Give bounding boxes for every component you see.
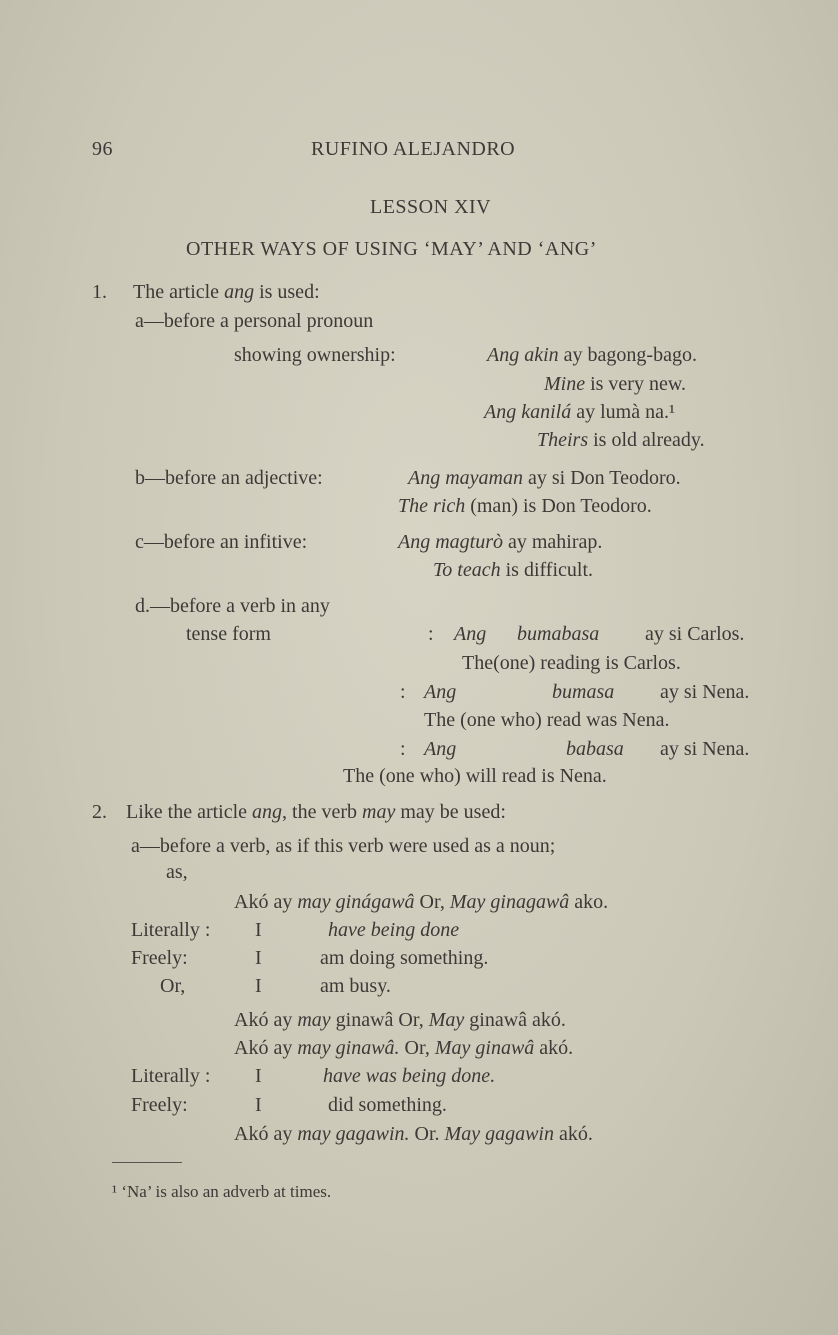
rule-2a-as: as, — [166, 861, 188, 883]
example-ang-akin: Ang akin ay bagong-bago. — [487, 344, 697, 366]
translation-to-teach: To teach is difficult. — [433, 559, 594, 581]
d1-colon: : — [428, 623, 434, 645]
example-1: Akó ay may ginágawâ Or, May ginagawâ ako. — [234, 891, 609, 913]
d3-rest: ay si Nena. — [660, 738, 750, 760]
d1-ang: Ang — [454, 623, 487, 645]
rule-c-label: c—before an infitive: — [135, 531, 308, 553]
running-title: RUFINO ALEJANDRO — [311, 138, 516, 160]
or-pronoun: I — [255, 975, 262, 997]
lesson-title: LESSON XIV — [370, 196, 492, 218]
d3-verb: babasa — [566, 738, 624, 760]
rule-d-label-continued: tense form — [186, 623, 271, 645]
literally-text-2: have was being done. — [323, 1065, 496, 1087]
d1-rest: ay si Carlos. — [645, 623, 745, 645]
translation-mine: Mine is very new. — [544, 373, 686, 395]
literally-label-2: Literally : — [131, 1065, 211, 1087]
footnote-rule — [112, 1162, 182, 1163]
example-4: Akó ay may gagawin. Or. May gagawin akó. — [234, 1123, 593, 1145]
d3-colon: : — [400, 738, 406, 760]
example-3: Akó ay may ginawâ. Or, May ginawâ akó. — [234, 1037, 574, 1059]
d2-rest: ay si Nena. — [660, 681, 750, 703]
rule-a-label-continued: showing ownership: — [234, 344, 396, 366]
section-1-number: 1. — [92, 281, 107, 303]
literally-text-1: have being done — [328, 919, 460, 941]
example-ang-mayaman: Ang mayaman ay si Don Teodoro. — [408, 467, 681, 489]
example-ang-kanila: Ang kanilá ay lumà na.¹ — [484, 401, 675, 423]
freely-pronoun-1: I — [255, 947, 262, 969]
literally-pronoun-2: I — [255, 1065, 262, 1087]
section-1-intro: The article ang is used: — [133, 281, 320, 303]
translation-the-rich: The rich (man) is Don Teodoro. — [398, 495, 652, 517]
or-label: Or, — [160, 975, 186, 997]
d2-verb: bumasa — [552, 681, 615, 703]
d2-ang: Ang — [424, 681, 457, 703]
or-text: am busy. — [320, 975, 391, 997]
example-2: Akó ay may ginawâ Or, May ginawâ akó. — [234, 1009, 566, 1031]
literally-label-1: Literally : — [131, 919, 211, 941]
example-ang-magturo: Ang magturò ay mahirap. — [398, 531, 603, 553]
rule-2a-label: a—before a verb, as if this verb were used as a noun; — [131, 835, 556, 857]
translation-theirs: Theirs is old already. — [537, 429, 705, 451]
freely-pronoun-2: I — [255, 1094, 262, 1116]
rule-d-label: d.—before a verb in any — [135, 595, 330, 617]
freely-text-1: am doing something. — [320, 947, 489, 969]
section-2-intro: Like the article ang, the verb may may be used: — [126, 801, 506, 823]
freely-text-2: did something. — [328, 1094, 447, 1116]
section-2-number: 2. — [92, 801, 107, 823]
freely-label-2: Freely: — [131, 1094, 188, 1116]
d1-translation: The(one) reading is Carlos. — [462, 652, 681, 674]
d3-translation: The (one who) will read is Nena. — [343, 765, 607, 787]
freely-label-1: Freely: — [131, 947, 188, 969]
literally-pronoun-1: I — [255, 919, 262, 941]
d2-colon: : — [400, 681, 406, 703]
page-number: 96 — [92, 138, 113, 160]
rule-b-label: b—before an adjective: — [135, 467, 323, 489]
d2-translation: The (one who) read was Nena. — [424, 709, 670, 731]
footnote: ¹ ‘Na’ is also an adverb at times. — [112, 1182, 332, 1201]
d1-verb: bumabasa — [517, 623, 600, 645]
lesson-subtitle: OTHER WAYS OF USING ‘MAY’ AND ‘ANG’ — [186, 238, 597, 260]
rule-a-label: a—before a personal pronoun — [135, 310, 374, 332]
d3-ang: Ang — [424, 738, 457, 760]
